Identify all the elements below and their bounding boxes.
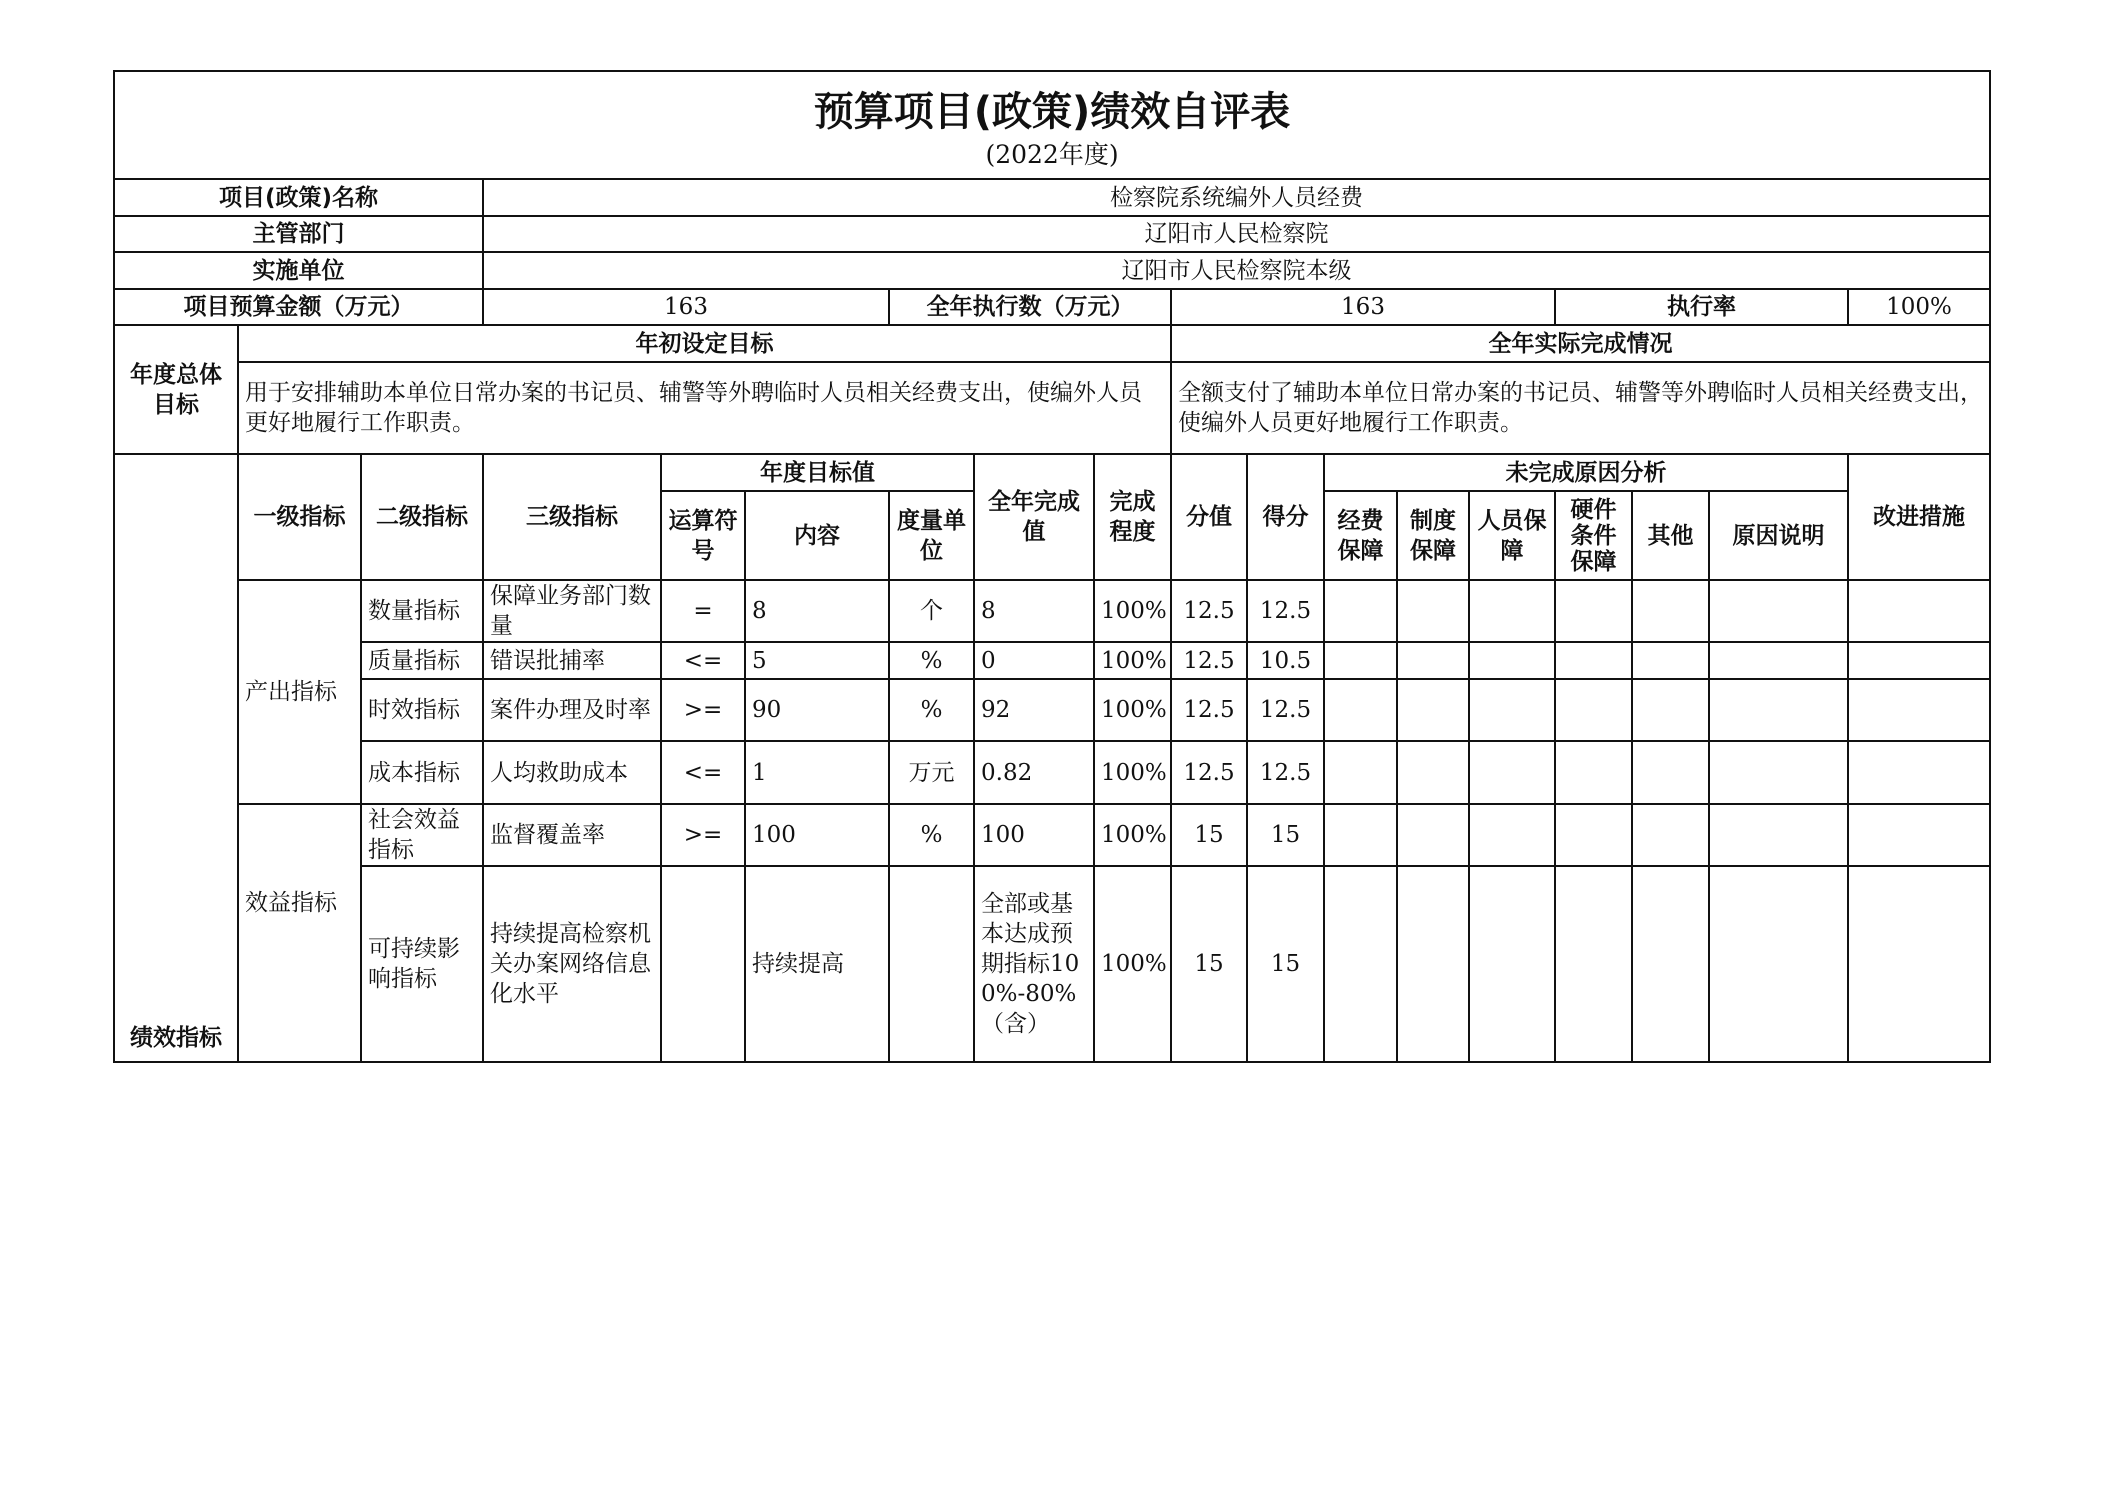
content-cell: 100 bbox=[745, 804, 889, 866]
content-cell: 持续提高 bbox=[745, 866, 889, 1062]
other-cell bbox=[1632, 642, 1709, 679]
improvement-cell bbox=[1848, 866, 1990, 1062]
explanation-cell bbox=[1709, 642, 1848, 679]
table-row bbox=[114, 804, 1990, 866]
explanation-cell bbox=[1709, 741, 1848, 804]
score-value-cell: 15 bbox=[1171, 866, 1247, 1062]
level2-cell: 社会效益指标 bbox=[361, 804, 483, 866]
completion-cell: 100% bbox=[1094, 866, 1171, 1062]
annual-goal-label: 年度总体目标 bbox=[114, 325, 238, 454]
rate-label: 执行率 bbox=[1555, 289, 1848, 325]
explanation-cell bbox=[1709, 679, 1848, 741]
table-row bbox=[114, 741, 1990, 804]
other-cell bbox=[1632, 679, 1709, 741]
improvement-cell bbox=[1848, 804, 1990, 866]
operator-cell bbox=[661, 866, 745, 1062]
level3-header: 三级指标 bbox=[483, 454, 661, 580]
system-cell bbox=[1397, 642, 1469, 679]
unit-label: 实施单位 bbox=[114, 252, 483, 289]
unit-cell: 万元 bbox=[889, 741, 974, 804]
score-value-cell: 12.5 bbox=[1171, 642, 1247, 679]
completion-cell: 100% bbox=[1094, 741, 1171, 804]
score-cell: 15 bbox=[1247, 866, 1324, 1062]
level1-header: 一级指标 bbox=[238, 454, 361, 580]
improvement-header: 改进措施 bbox=[1848, 454, 1990, 580]
score-cell: 12.5 bbox=[1247, 741, 1324, 804]
content-cell: 90 bbox=[745, 679, 889, 741]
improvement-cell bbox=[1848, 741, 1990, 804]
other-cell bbox=[1632, 866, 1709, 1062]
actual-cell: 0 bbox=[974, 642, 1094, 679]
hardware-cell bbox=[1555, 580, 1632, 642]
system-cell bbox=[1397, 804, 1469, 866]
actual-cell: 8 bbox=[974, 580, 1094, 642]
system-cell bbox=[1397, 679, 1469, 741]
evaluation-table bbox=[113, 70, 1991, 1063]
score-cell: 12.5 bbox=[1247, 580, 1324, 642]
score-value-cell: 12.5 bbox=[1171, 679, 1247, 741]
executed-value: 163 bbox=[1171, 289, 1555, 325]
level2-cell: 可持续影响指标 bbox=[361, 866, 483, 1062]
operator-cell: <= bbox=[661, 741, 745, 804]
unit-cell: % bbox=[889, 804, 974, 866]
hardware-cell bbox=[1555, 679, 1632, 741]
evaluation-sheet bbox=[113, 70, 1989, 1063]
actual-value-header: 全年完成值 bbox=[974, 454, 1094, 580]
explanation-cell bbox=[1709, 866, 1848, 1062]
score-cell: 15 bbox=[1247, 804, 1324, 866]
table-row bbox=[114, 679, 1990, 741]
operator-cell: >= bbox=[661, 679, 745, 741]
unit-cell: 个 bbox=[889, 580, 974, 642]
completion-header: 完成程度 bbox=[1094, 454, 1171, 580]
hardware-header: 硬件条件保障 bbox=[1555, 491, 1632, 580]
improvement-cell bbox=[1848, 679, 1990, 741]
content-cell: 8 bbox=[745, 580, 889, 642]
system-cell bbox=[1397, 866, 1469, 1062]
hardware-cell bbox=[1555, 866, 1632, 1062]
executed-label: 全年执行数（万元） bbox=[889, 289, 1171, 325]
explanation-cell bbox=[1709, 804, 1848, 866]
operator-cell: = bbox=[661, 580, 745, 642]
score-value-header: 分值 bbox=[1171, 454, 1247, 580]
content-cell: 5 bbox=[745, 642, 889, 679]
score-value-cell: 12.5 bbox=[1171, 741, 1247, 804]
staff-cell bbox=[1469, 642, 1555, 679]
staff-cell bbox=[1469, 679, 1555, 741]
funding-cell bbox=[1324, 741, 1397, 804]
project-name-value: 检察院系统编外人员经费 bbox=[483, 179, 1990, 216]
staff-cell bbox=[1469, 866, 1555, 1062]
level3-cell: 错误批捕率 bbox=[483, 642, 661, 679]
unit-cell bbox=[889, 866, 974, 1062]
output-indicator-label: 产出指标 bbox=[238, 580, 361, 804]
table-row bbox=[114, 580, 1990, 642]
initial-goal-text: 用于安排辅助本单位日常办案的书记员、辅警等外聘临时人员相关经费支出，使编外人员更好地履行工作职责。 bbox=[238, 362, 1171, 454]
score-value-cell: 15 bbox=[1171, 804, 1247, 866]
improvement-cell bbox=[1848, 580, 1990, 642]
page-title: 预算项目(政策)绩效自评表 bbox=[813, 89, 1291, 135]
funding-cell bbox=[1324, 679, 1397, 741]
content-cell: 1 bbox=[745, 741, 889, 804]
actual-cell: 100 bbox=[974, 804, 1094, 866]
explanation-header: 原因说明 bbox=[1709, 491, 1848, 580]
dept-value: 辽阳市人民检察院 bbox=[483, 216, 1990, 252]
level3-cell: 人均救助成本 bbox=[483, 741, 661, 804]
level2-cell: 成本指标 bbox=[361, 741, 483, 804]
funding-cell bbox=[1324, 866, 1397, 1062]
score-value-cell: 12.5 bbox=[1171, 580, 1247, 642]
level2-cell: 数量指标 bbox=[361, 580, 483, 642]
completion-cell: 100% bbox=[1094, 804, 1171, 866]
other-cell bbox=[1632, 580, 1709, 642]
table-row bbox=[114, 642, 1990, 679]
actual-goal-header: 全年实际完成情况 bbox=[1171, 325, 1990, 362]
level2-header: 二级指标 bbox=[361, 454, 483, 580]
unit-cell: % bbox=[889, 642, 974, 679]
score-header: 得分 bbox=[1247, 454, 1324, 580]
hardware-cell bbox=[1555, 741, 1632, 804]
table-row bbox=[114, 866, 1990, 1062]
hardware-cell bbox=[1555, 642, 1632, 679]
staff-cell bbox=[1469, 741, 1555, 804]
operator-cell: <= bbox=[661, 642, 745, 679]
actual-cell: 0.82 bbox=[974, 741, 1094, 804]
funding-cell bbox=[1324, 642, 1397, 679]
title-cell bbox=[114, 71, 1990, 179]
completion-cell: 100% bbox=[1094, 642, 1171, 679]
actual-cell: 92 bbox=[974, 679, 1094, 741]
level2-cell: 时效指标 bbox=[361, 679, 483, 741]
project-name-label: 项目(政策)名称 bbox=[114, 179, 483, 216]
actual-cell: 全部或基本达成预期指标100%-80%（含） bbox=[974, 866, 1094, 1062]
explanation-cell bbox=[1709, 580, 1848, 642]
level3-cell: 持续提高检察机关办案网络信息化水平 bbox=[483, 866, 661, 1062]
funding-header: 经费保障 bbox=[1324, 491, 1397, 580]
completion-cell: 100% bbox=[1094, 679, 1171, 741]
page-subtitle: (2022年度) bbox=[985, 140, 1119, 169]
operator-cell: >= bbox=[661, 804, 745, 866]
improvement-cell bbox=[1848, 642, 1990, 679]
score-cell: 10.5 bbox=[1247, 642, 1324, 679]
unit-cell: % bbox=[889, 679, 974, 741]
staff-cell bbox=[1469, 804, 1555, 866]
funding-cell bbox=[1324, 804, 1397, 866]
completion-cell: 100% bbox=[1094, 580, 1171, 642]
performance-indicator-label: 绩效指标 bbox=[114, 454, 238, 1062]
initial-goal-header: 年初设定目标 bbox=[238, 325, 1171, 362]
system-cell bbox=[1397, 741, 1469, 804]
system-cell bbox=[1397, 580, 1469, 642]
rate-value: 100% bbox=[1848, 289, 1990, 325]
score-cell: 12.5 bbox=[1247, 679, 1324, 741]
level2-cell: 质量指标 bbox=[361, 642, 483, 679]
other-header: 其他 bbox=[1632, 491, 1709, 580]
budget-label: 项目预算金额（万元） bbox=[114, 289, 483, 325]
system-header: 制度保障 bbox=[1397, 491, 1469, 580]
benefit-indicator-label: 效益指标 bbox=[238, 804, 361, 1062]
dept-label: 主管部门 bbox=[114, 216, 483, 252]
staff-header: 人员保障 bbox=[1469, 491, 1555, 580]
level3-cell: 保障业务部门数量 bbox=[483, 580, 661, 642]
other-cell bbox=[1632, 804, 1709, 866]
unit-value: 辽阳市人民检察院本级 bbox=[483, 252, 1990, 289]
level3-cell: 监督覆盖率 bbox=[483, 804, 661, 866]
reason-analysis-header: 未完成原因分析 bbox=[1324, 454, 1848, 491]
other-cell bbox=[1632, 741, 1709, 804]
actual-goal-text: 全额支付了辅助本单位日常办案的书记员、辅警等外聘临时人员相关经费支出，使编外人员更好地履行工作职责。 bbox=[1171, 362, 1990, 454]
funding-cell bbox=[1324, 580, 1397, 642]
hardware-cell bbox=[1555, 804, 1632, 866]
target-value-header: 年度目标值 bbox=[661, 454, 974, 491]
level3-cell: 案件办理及时率 bbox=[483, 679, 661, 741]
operator-header: 运算符号 bbox=[661, 491, 745, 580]
content-header: 内容 bbox=[745, 491, 889, 580]
budget-value: 163 bbox=[483, 289, 889, 325]
staff-cell bbox=[1469, 580, 1555, 642]
unit-header: 度量单位 bbox=[889, 491, 974, 580]
